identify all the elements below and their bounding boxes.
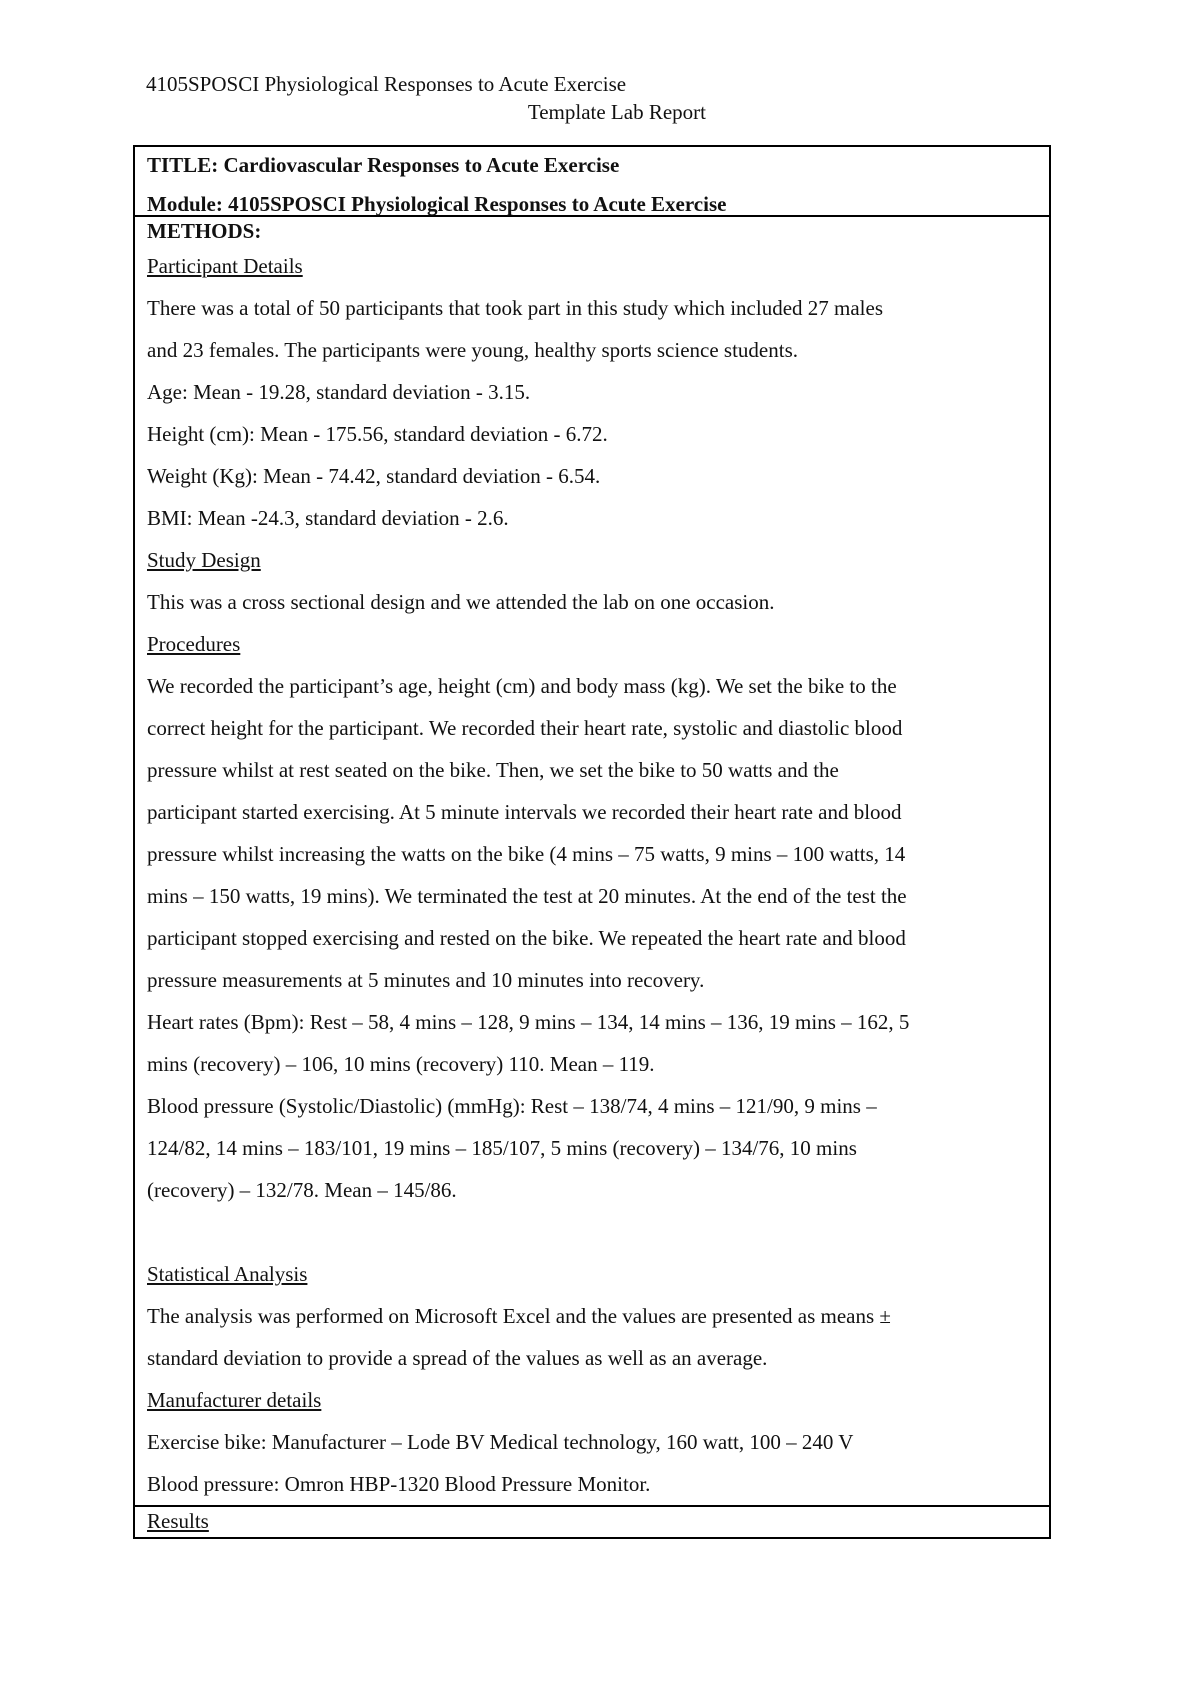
report-title: TITLE: Cardiovascular Responses to Acute Exercise <box>147 153 620 177</box>
participant-text-line: and 23 females. The participants were young, healthy sports science students. <box>147 338 799 362</box>
participant-text-line: There was a total of 50 participants that took part in this study which included 27 males <box>147 296 883 320</box>
procedures-text-line: correct height for the participant. We recorded their heart rate, systolic and diastolic blood <box>147 716 903 740</box>
participant-weight: Weight (Kg): Mean - 74.42, standard deviation - 6.54. <box>147 464 601 488</box>
blood-pressure-line: (recovery) – 132/78. Mean – 145/86. <box>147 1178 457 1202</box>
page-header <box>146 70 706 126</box>
report-table <box>133 145 1051 1539</box>
study-design-text: This was a cross sectional design and we attended the lab on one occasion. <box>147 590 775 614</box>
participant-bmi: BMI: Mean -24.3, standard deviation - 2.6. <box>147 506 509 530</box>
blood-pressure-monitor-details: Blood pressure: Omron HBP-1320 Blood Pressure Monitor. <box>147 1472 651 1496</box>
manufacturer-details-heading: Manufacturer details <box>147 1388 322 1412</box>
procedures-text-line: pressure whilst at rest seated on the bike. Then, we set the bike to 50 watts and the <box>147 758 839 782</box>
participant-age: Age: Mean - 19.28, standard deviation - 3.15. <box>147 380 531 404</box>
participant-height: Height (cm): Mean - 175.56, standard deviation - 6.72. <box>147 422 608 446</box>
heart-rate-line: mins (recovery) – 106, 10 mins (recovery) 110. Mean – 119. <box>147 1052 655 1076</box>
procedures-heading: Procedures <box>147 632 241 656</box>
exercise-bike-details: Exercise bike: Manufacturer – Lode BV Medical technology, 160 watt, 100 – 240 V <box>147 1430 854 1454</box>
results-cell <box>135 1507 1049 1537</box>
procedures-text-line: We recorded the participant’s age, height (cm) and body mass (kg). We set the bike to the <box>147 674 897 698</box>
procedures-text-line: mins – 150 watts, 19 mins). We terminated the test at 20 minutes. At the end of the test the <box>147 884 907 908</box>
module-name: Module: 4105SPOSCI Physiological Responses to Acute Exercise <box>147 192 727 216</box>
procedures-text-line: participant started exercising. At 5 minute intervals we recorded their heart rate and blood <box>147 800 902 824</box>
statistical-analysis-heading: Statistical Analysis <box>147 1262 308 1286</box>
document-subtitle: Template Lab Report <box>527 100 706 124</box>
participant-details-heading: Participant Details <box>147 254 303 278</box>
blood-pressure-line: 124/82, 14 mins – 183/101, 19 mins – 185/107, 5 mins (recovery) – 134/76, 10 mins <box>147 1136 857 1160</box>
results-heading: Results <box>147 1509 209 1533</box>
statistical-analysis-text-line: The analysis was performed on Microsoft Excel and the values are presented as means ± <box>147 1304 891 1328</box>
blank-line <box>147 1211 1037 1253</box>
procedures-text-line: pressure measurements at 5 minutes and 10 minutes into recovery. <box>147 968 705 992</box>
statistical-analysis-text-line: standard deviation to provide a spread of the values as well as an average. <box>147 1346 768 1370</box>
title-cell <box>135 147 1049 217</box>
procedures-text-line: pressure whilst increasing the watts on the bike (4 mins – 75 watts, 9 mins – 100 watts, 14 <box>147 842 906 866</box>
heart-rate-line: Heart rates (Bpm): Rest – 58, 4 mins – 128, 9 mins – 134, 14 mins – 136, 19 mins – 162, 5 <box>147 1010 910 1034</box>
procedures-text-line: participant stopped exercising and rested on the bike. We repeated the heart rate and blood <box>147 926 906 950</box>
study-design-heading: Study Design <box>147 548 261 572</box>
methods-cell <box>135 217 1049 1507</box>
course-title: 4105SPOSCI Physiological Responses to Acute Exercise <box>146 72 627 96</box>
methods-heading: METHODS: <box>147 219 262 243</box>
blood-pressure-line: Blood pressure (Systolic/Diastolic) (mmHg): Rest – 138/74, 4 mins – 121/90, 9 mins – <box>147 1094 877 1118</box>
